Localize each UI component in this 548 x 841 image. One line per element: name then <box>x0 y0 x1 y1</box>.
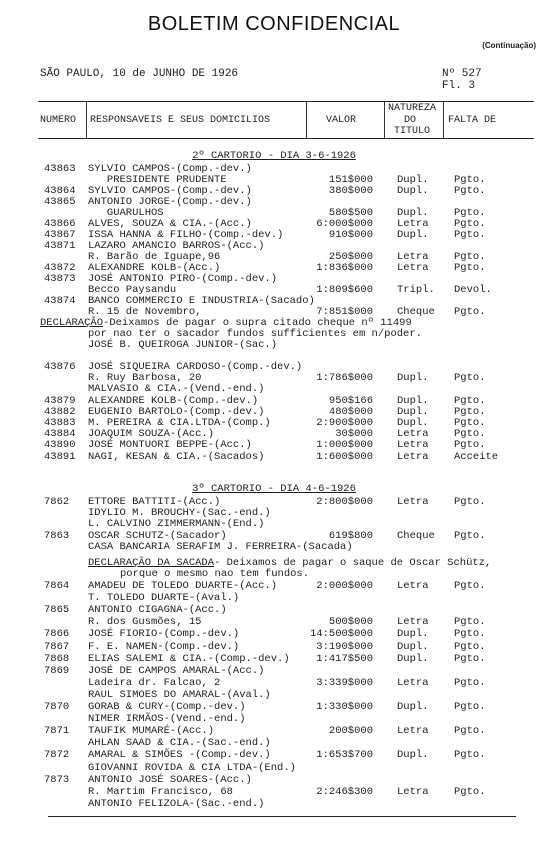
table-row <box>0 542 548 553</box>
table-row <box>0 775 548 786</box>
col-falta: FALTA DE <box>448 115 497 126</box>
table-row <box>0 605 548 616</box>
row-title-type: Dupl. <box>397 207 429 219</box>
row-number: 43890 <box>44 439 76 452</box>
row-number: 43873 <box>44 273 76 285</box>
row-value: 3:339$000 <box>316 676 373 689</box>
table-row <box>0 497 548 508</box>
row-responsible: SYLVIO CAMPOS-(Comp.-dev.) <box>88 163 252 175</box>
row-fault: Pgto. <box>454 749 486 762</box>
row-responsible: R. Martim Francisco, 68 <box>88 785 233 798</box>
row-value: 619$800 <box>328 529 373 542</box>
row-number: 43876 <box>44 361 76 373</box>
row-number: 7872 <box>44 749 70 762</box>
table-header <box>38 101 534 139</box>
row-number: 43867 <box>44 229 76 241</box>
row-value: 910$000 <box>328 229 373 241</box>
row-title-type: Cheque <box>397 306 435 318</box>
row-responsible: GORAB & CURY-(Comp.-dev.) <box>88 701 246 713</box>
row-title-type: Dupl. <box>397 229 429 241</box>
row-responsible: LAZARO AMANCIO BARROS-(Acc.) <box>88 240 265 252</box>
row-number: 43866 <box>44 218 76 230</box>
row-title-type: Letra <box>397 580 429 592</box>
row-value: 2:800$000 <box>316 496 373 508</box>
row-value: 2:246$300 <box>316 785 373 798</box>
row-responsible: AHLAN SAAD & CIA.-(Sac.-end.) <box>88 737 271 750</box>
row-title-type: Dupl. <box>397 174 429 186</box>
table-row <box>0 581 548 592</box>
row-responsible: IDYLIO M. BROUCHY-(Sac.-end.) <box>88 507 271 520</box>
row-number: 43879 <box>44 394 76 407</box>
row-number: 43883 <box>44 417 76 429</box>
declaration-3-line-2: porque o mesmo nao tem fundos. <box>120 568 310 580</box>
row-value: 1:786$000 <box>316 372 373 385</box>
table-row <box>0 690 548 701</box>
row-number: 43872 <box>44 262 76 274</box>
col-natureza-1: NATUREZA <box>388 103 437 114</box>
table-row <box>0 702 548 713</box>
table-row <box>0 714 548 725</box>
row-responsible: ELIAS SALEMI & CIA.-(Comp.-dev.) <box>88 652 290 665</box>
table-row <box>0 593 548 604</box>
row-value: 2:000$000 <box>316 580 373 592</box>
row-title-type: Cheque <box>397 529 435 542</box>
row-title-type: Dupl. <box>397 701 429 713</box>
table-row <box>0 617 548 628</box>
row-responsible: ANTONIO JOSÉ SOARES-(Acc.) <box>88 773 252 786</box>
declaration-3: DECLARAÇÃO DA SACADA- Deixamos de pagar o saque de Oscar Schütz, <box>88 557 492 569</box>
row-responsible: R. Barão de Iguape,96 <box>88 251 221 263</box>
row-fault: Pgto. <box>454 394 486 407</box>
row-responsible: ANTONIO JORGE-(Comp.-dev.) <box>88 196 252 208</box>
row-responsible: OSCAR SCHUTZ-(Sacador) <box>88 529 227 542</box>
row-value: 14:500$000 <box>309 628 373 641</box>
row-number: 7871 <box>44 725 70 738</box>
row-value: 1:600$000 <box>316 450 373 463</box>
row-number: 43871 <box>44 240 76 252</box>
bulletin-number: Nº 527 <box>442 68 482 80</box>
table-row <box>0 666 548 677</box>
sheet-number: Fl. 3 <box>442 80 476 92</box>
row-responsible: JOSÉ MONTUORI BEPPE-(Acc.) <box>88 439 252 452</box>
row-number: 7866 <box>44 628 70 641</box>
row-title-type: Dupl. <box>397 417 429 429</box>
row-value: 151$000 <box>328 174 373 186</box>
declaration-2-line-3: JOSÉ B. QUEIROGA JUNIOR-(Sac.) <box>88 339 278 351</box>
table-row <box>0 750 548 761</box>
table-row <box>0 726 548 737</box>
row-title-type: Dupl. <box>397 749 429 762</box>
row-fault: Pgto. <box>454 251 486 263</box>
col-responsaveis: RESPONSAVEIS E SEUS DOMICILIOS <box>90 115 271 126</box>
table-row <box>0 508 548 519</box>
table-row <box>0 519 548 530</box>
row-responsible: MALVASIO & CIA.-(Vend.-end.) <box>88 383 265 396</box>
declaration-2-line-2: por nao ter o sacador fundos sufficientes em n/poder. <box>88 328 422 340</box>
row-title-type: Letra <box>397 785 429 798</box>
table-row <box>0 654 548 665</box>
row-title-type: Letra <box>397 439 429 452</box>
row-title-type: Dupl. <box>397 405 429 418</box>
row-value: 2:900$000 <box>316 417 373 429</box>
row-responsible: Becco Paysandu <box>88 284 177 296</box>
row-value: 1:000$000 <box>316 439 373 452</box>
row-responsible: NIMER IRMÃOS-(Vend.-end.) <box>88 713 246 726</box>
row-fault: Pgto. <box>454 218 486 230</box>
row-responsible: GUARULHOS <box>88 207 164 219</box>
row-fault: Pgto. <box>454 428 486 441</box>
row-value: 950$166 <box>328 394 373 407</box>
row-number: 7863 <box>44 529 70 542</box>
row-value: 7:851$000 <box>316 306 373 318</box>
row-value: 1:809$600 <box>316 284 373 296</box>
row-responsible: M. PEREIRA & CIA.LTDA-(Comp.) <box>88 417 271 429</box>
row-responsible: L. CALVINO ZIMMERMANN-(End.) <box>88 518 265 531</box>
col-natureza-3: TITULO <box>394 126 431 137</box>
row-fault: Pgto. <box>454 306 486 318</box>
row-title-type: Dupl. <box>397 640 429 653</box>
row-number: 7865 <box>44 604 70 617</box>
row-value: 250$000 <box>328 251 373 263</box>
row-responsible: F. E. NAMEN-(Comp.-dev.) <box>88 640 240 653</box>
table-row <box>0 186 548 197</box>
row-responsible: TAUFIK MUMARÉ-(Acc.) <box>88 725 215 738</box>
row-fault: Pgto. <box>454 229 486 241</box>
row-responsible: T. TOLEDO DUARTE-(Aval.) <box>88 592 240 605</box>
table-row <box>0 799 548 810</box>
row-value: 1:653$700 <box>316 749 373 762</box>
row-value: 580$500 <box>328 207 373 219</box>
row-value: 3:190$000 <box>316 640 373 653</box>
table-row <box>0 531 548 542</box>
row-responsible: BANCO COMMERCIO E INDUSTRIA-(Sacado) <box>88 295 315 307</box>
row-responsible: GIOVANNI ROVIDA & CIA LTDA-(End.) <box>88 761 296 774</box>
row-fault: Pgto. <box>454 405 486 418</box>
row-number: 7862 <box>44 496 70 508</box>
row-number: 7869 <box>44 664 70 677</box>
row-number: 43882 <box>44 405 76 418</box>
row-fault: Pgto. <box>454 262 486 274</box>
table-row <box>0 384 548 395</box>
row-title-type: Dupl. <box>397 652 429 665</box>
row-fault: Pgto. <box>454 372 486 385</box>
row-value: 380$000 <box>328 185 373 197</box>
row-title-type: Letra <box>397 218 429 230</box>
row-title-type: Dupl. <box>397 185 429 197</box>
row-title-type: Letra <box>397 616 429 629</box>
row-value: 480$000 <box>328 405 373 418</box>
row-title-type: Dupl. <box>397 628 429 641</box>
row-fault: Pgto. <box>454 496 486 508</box>
row-responsible: ANTONIO CIGAGNA-(Acc.) <box>88 604 227 617</box>
row-number: 7868 <box>44 652 70 665</box>
row-number: 43863 <box>44 163 76 175</box>
row-value: 6:000$000 <box>316 218 373 230</box>
row-responsible: Ladeira dr. Falcao, 2 <box>88 676 221 689</box>
row-title-type: Letra <box>397 262 429 274</box>
row-fault: Pgto. <box>454 174 486 186</box>
row-fault: Pgto. <box>454 185 486 197</box>
row-number: 43891 <box>44 450 76 463</box>
row-responsible: ALVES, SOUZA & CIA.-(Acc.) <box>88 218 252 230</box>
row-fault: Pgto. <box>454 439 486 452</box>
row-title-type: Dupl. <box>397 394 429 407</box>
table-row <box>0 678 548 689</box>
row-value: 500$000 <box>328 616 373 629</box>
row-fault: Pgto. <box>454 676 486 689</box>
section-3-title: 3º CARTORIO - DIA 4-6-1926 <box>192 483 356 495</box>
row-title-type: Dupl. <box>397 372 429 385</box>
table-row <box>0 396 548 407</box>
row-responsible: SYLVIO CAMPOS-(Comp.-dev.) <box>88 185 252 197</box>
row-title-type: Tripl. <box>397 284 435 296</box>
row-responsible: PRESIDENTE PRUDENTE <box>88 174 227 186</box>
table-row <box>0 452 548 463</box>
row-responsible: AMADEU DE TOLEDO DUARTE-(Acc.) <box>88 580 278 592</box>
row-value: 1:330$000 <box>316 701 373 713</box>
declaration-2: DECLARAÇÃO-Deixamos de pagar o supra citado cheque nº 11499 <box>40 317 412 329</box>
row-responsible: R. Ruy Barbosa, 20 <box>88 372 202 385</box>
row-responsible: CASA BANCARIA SERAFIM J. FERREIRA-(Sacada) <box>88 540 353 553</box>
place-date: SÃO PAULO, 10 de JUNHO DE 1926 <box>40 68 239 80</box>
row-responsible: JOSÉ DE CAMPOS AMARAL-(Acc.) <box>88 664 265 677</box>
row-value: 1:836$000 <box>316 262 373 274</box>
row-responsible: R. 15 de Novembro, <box>88 306 202 318</box>
table-row <box>0 787 548 798</box>
row-responsible: R. dos Gusmões, 15 <box>88 616 202 629</box>
row-fault: Pgto. <box>454 529 486 542</box>
table-row <box>0 763 548 774</box>
row-title-type: Letra <box>397 428 429 441</box>
page-title: BOLETIM CONFIDENCIAL <box>147 13 401 35</box>
section-2-title: 2º CARTORIO - DIA 3-6-1926 <box>192 150 356 162</box>
row-title-type: Letra <box>397 251 429 263</box>
row-value: 30$000 <box>335 428 373 441</box>
row-value: 200$000 <box>328 725 373 738</box>
row-value: 1:417$500 <box>316 652 373 665</box>
row-number: 7870 <box>44 701 70 713</box>
table-row <box>0 642 548 653</box>
row-responsible: JOSÉ SIQUEIRA CARDOSO-(Comp.-dev.) <box>88 361 303 373</box>
table-row <box>0 373 548 384</box>
col-valor: VALOR <box>326 115 357 126</box>
table-row <box>0 230 548 241</box>
row-responsible: ETTORE BATTITI-(Acc.) <box>88 496 221 508</box>
row-title-type: Letra <box>397 450 429 463</box>
row-fault: Pgto. <box>454 616 486 629</box>
row-responsible: AMARAL & SIMÕES -(Comp.-dev.) <box>88 749 271 762</box>
row-responsible: EUGENIO BARTOLO-(Comp.-dev.) <box>88 405 265 418</box>
row-responsible: ISSA HANNA & FILHO-(Comp.-dev.) <box>88 229 284 241</box>
row-title-type: Letra <box>397 676 429 689</box>
row-number: 43874 <box>44 295 76 307</box>
row-fault: Pgto. <box>454 580 486 592</box>
row-number: 7864 <box>44 580 70 592</box>
table-row <box>0 440 548 451</box>
row-fault: Pgto. <box>454 640 486 653</box>
row-fault: Pgto. <box>454 628 486 641</box>
table-row <box>0 738 548 749</box>
row-fault: Pgto. <box>454 207 486 219</box>
row-fault: Acceite <box>454 450 499 463</box>
table-row <box>0 629 548 640</box>
row-responsible: RAUL SIMOES DO AMARAL-(Aval.) <box>88 688 271 701</box>
row-number: 7867 <box>44 640 70 653</box>
col-numero: NUMERO <box>40 115 77 126</box>
row-number: 7873 <box>44 773 70 786</box>
row-responsible: ANTONIO FELIZOLA-(Sac.-end.) <box>88 797 265 810</box>
row-number: 43865 <box>44 196 76 208</box>
continuation-label: (Continuação) <box>482 41 536 50</box>
row-title-type: Letra <box>397 496 429 508</box>
row-responsible: NAGI, KESAN & CIA.-(Sacados) <box>88 450 265 463</box>
row-fault: Pgto. <box>454 652 486 665</box>
row-number: 43884 <box>44 428 76 441</box>
row-fault: Pgto. <box>454 785 486 798</box>
row-responsible: ALEXANDRE KOLB-(Acc.) <box>88 262 221 274</box>
row-fault: Pgto. <box>454 417 486 429</box>
row-responsible: ALEXANDRE KOLB-(Comp.-dev.) <box>88 394 259 407</box>
row-fault: Pgto. <box>454 725 486 738</box>
row-responsible: JOSÉ ANTONIO PIRO-(Comp.-dev.) <box>88 273 278 285</box>
col-natureza-2: DO <box>404 115 417 126</box>
row-title-type: Letra <box>397 725 429 738</box>
row-responsible: JOSÉ FIORIO-(Comp.-dev.) <box>88 628 240 641</box>
row-fault: Pgto. <box>454 701 486 713</box>
row-number: 43864 <box>44 185 76 197</box>
bottom-rule <box>48 816 516 817</box>
row-responsible: JOAQUIM SOUZA-(Acc.) <box>88 428 215 441</box>
row-fault: Devol. <box>454 284 492 296</box>
